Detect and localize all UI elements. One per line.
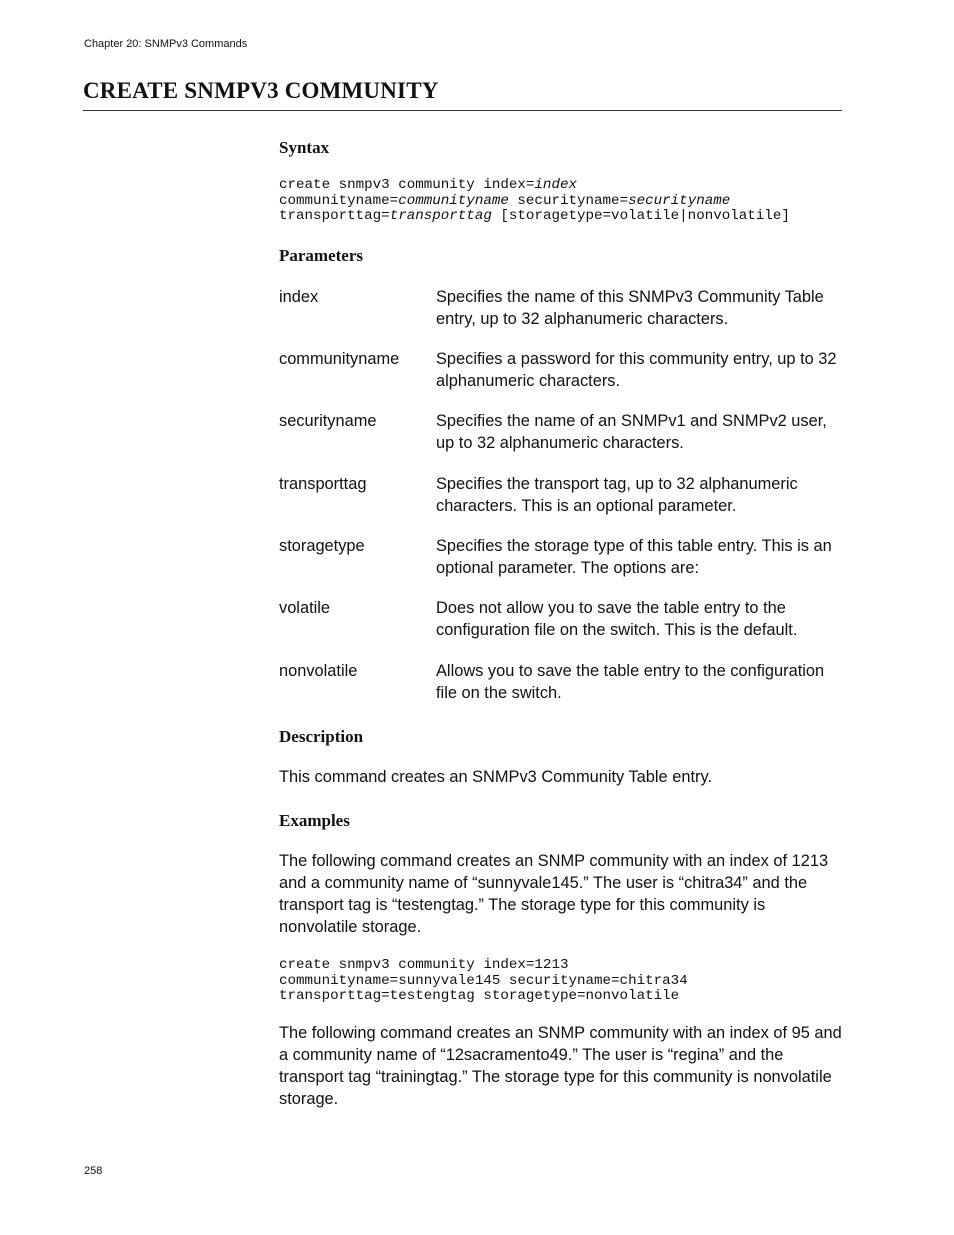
- description-text: This command creates an SNMPv3 Community Table entry.: [279, 768, 712, 786]
- parameter-description: Specifies the transport tag, up to 32 alphanumeric characters. This is an optional parameter.: [436, 475, 798, 515]
- example-code-block: create snmpv3 community index=1213 communityname=sunnyvale145 securityname=chitra34 transporttag=testengtag storagetype=nonvolatile: [279, 957, 688, 1004]
- example-paragraph: The following command creates an SNMP community with an index of 95 and a community name of “12sacramento49.” The user is “regina” and the transport tag “trainingtag.” The storage type for this community is nonvolatile storage.: [279, 1024, 842, 1108]
- parameter-description: Does not allow you to save the table entry to the configuration file on the switch. This is the default.: [436, 599, 798, 639]
- parameter-name: storagetype: [279, 537, 365, 555]
- syntax-text: transporttag=: [279, 208, 390, 224]
- syntax-placeholder: communityname: [398, 192, 509, 209]
- syntax-text: communityname=: [279, 192, 399, 209]
- description-heading: Description: [279, 727, 364, 746]
- parameter-description: Allows you to save the table entry to the configuration file on the switch.: [436, 662, 825, 702]
- parameter-name: communityname: [279, 350, 400, 368]
- syntax-placeholder: index: [534, 177, 577, 193]
- parameter-description: Specifies the name of this SNMPv3 Community Table entry, up to 32 alphanumeric characters.: [436, 288, 824, 328]
- parameter-name: securityname: [279, 412, 377, 430]
- parameter-name: transporttag: [279, 475, 367, 493]
- syntax-code-block: [279, 178, 790, 225]
- parameter-description: Specifies the name of an SNMPv1 and SNMPv2 user, up to 32 alphanumeric characters.: [436, 412, 827, 452]
- examples-heading: Examples: [279, 811, 350, 830]
- example-paragraph: The following command creates an SNMP community with an index of 1213 and a community name of “sunnyvale145.” The user is “chitra34” and the transport tag is “testengtag.” The storage type for this community is nonvolatile storage.: [279, 852, 829, 936]
- parameter-name: nonvolatile: [279, 662, 358, 680]
- parameters-heading: Parameters: [279, 246, 364, 265]
- syntax-placeholder: transporttag: [389, 208, 492, 224]
- parameter-description: Specifies the storage type of this table entry. This is an optional parameter. The options are:: [436, 537, 832, 577]
- syntax-text: create snmpv3 community index=: [279, 177, 535, 193]
- syntax-text: [storagetype=volatile|nonvolatile]: [491, 208, 790, 224]
- parameter-name: index: [279, 288, 319, 306]
- syntax-heading: Syntax: [279, 138, 330, 157]
- syntax-text: securityname=: [508, 192, 629, 209]
- page-number: 258: [84, 1165, 103, 1177]
- parameter-name: volatile: [279, 599, 331, 617]
- page-title: CREATE SNMPV3 COMMUNITY: [83, 78, 842, 111]
- running-head: Chapter 20: SNMPv3 Commands: [84, 38, 248, 50]
- parameter-description: Specifies a password for this community entry, up to 32 alphanumeric characters.: [436, 350, 837, 390]
- syntax-placeholder: securityname: [628, 192, 731, 209]
